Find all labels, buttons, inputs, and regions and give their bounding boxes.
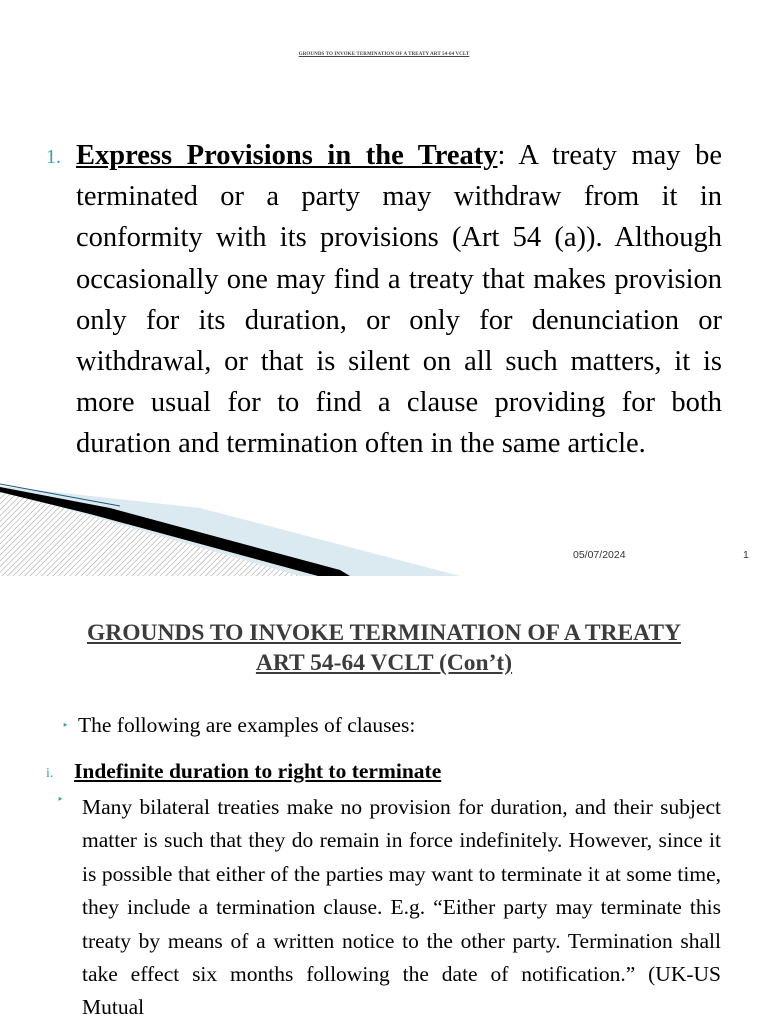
numbered-list: [46, 135, 722, 465]
roman-numeral: i.: [46, 766, 54, 781]
title-line-2: ART 54-64 VCLT (Con’t): [255, 650, 513, 676]
slide-number: 1: [743, 549, 749, 561]
paragraph-bullet: [57, 791, 721, 1024]
title-line-1: GROUNDS TO INVOKE TERMINATION OF A TREATY: [86, 620, 682, 646]
sub-heading-text: Indefinite duration to right to terminate: [74, 759, 442, 783]
triangle-bullet-icon: ‣: [57, 794, 64, 806]
list-item-text: [76, 135, 722, 465]
item-body: : A treaty may be terminated or a party may withdraw from it in conformity with its provisions (Art 54 (a)). Although occasionally one may find a treaty that makes provision only for its duration, or only for denunciation or withdrawal, or that is silent on all such matters, it is more usual for to find a clause providing for both duration and termination often in the same article.: [76, 140, 723, 460]
slide-date: 05/07/2024: [573, 549, 626, 561]
sub-heading: [46, 756, 441, 789]
list-item: [46, 135, 722, 465]
slide-2: [0, 576, 768, 1024]
slide-title: [0, 618, 768, 678]
triangle-bullet-icon: ‣: [62, 720, 69, 732]
paragraph-text: Many bilateral treaties make no provision for duration, and their subject matter is such that they do remain in force indefinitely. However, since it is possible that either of the parties may want to terminate it at some time, they include a termination clause. E.g. “Either party may terminate this treaty by means of a written notice to the other party. Termination shall take effect six months following the date of notification.” (UK-US Mutual: [82, 795, 721, 1020]
intro-bullet: [62, 710, 415, 741]
slide-title: GROUNDS TO INVOKE TERMINATION OF A TREATY ART 54-64 VCLT: [298, 52, 470, 57]
decorative-band: [0, 470, 768, 576]
item-heading: Express Provisions in the Treaty: [76, 140, 498, 171]
intro-text: The following are examples of clauses:: [78, 713, 416, 737]
list-number: 1.: [46, 146, 61, 168]
